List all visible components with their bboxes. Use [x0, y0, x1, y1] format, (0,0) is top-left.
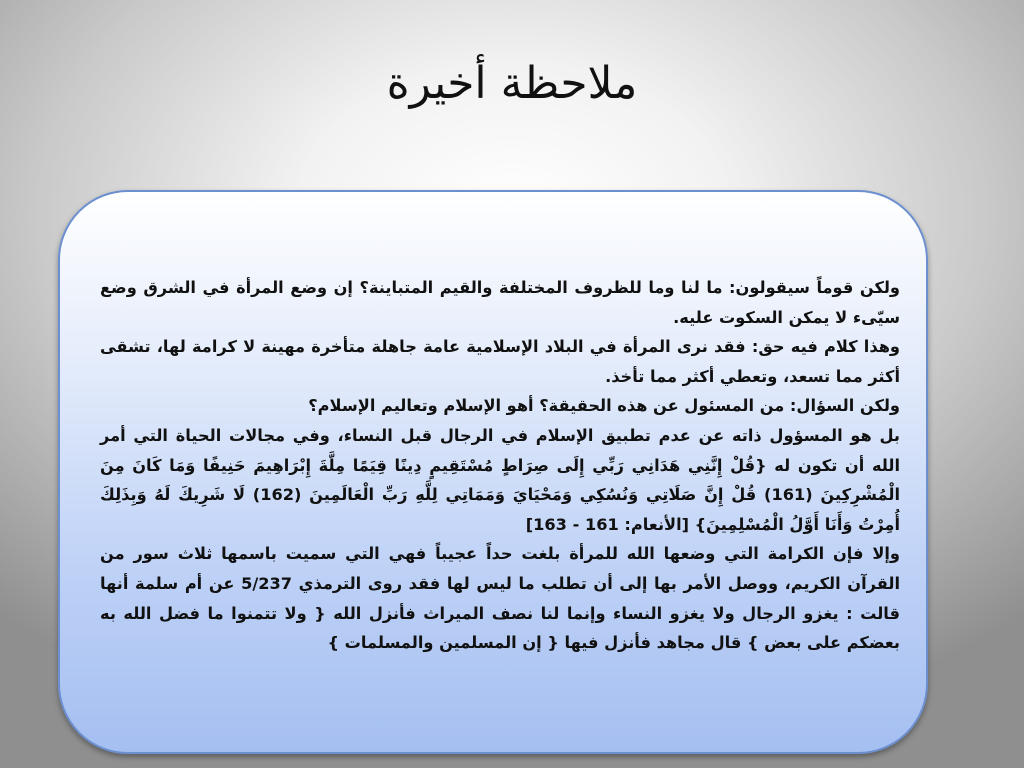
paragraph-5: وإلا فإن الكرامة التي وضعها الله للمرأة بلغت حداً عجيباً فهي التي سميت باسمها ثلاث سور من القرآن الكريم، ووصل الأمر بها إلى أن تطلب ما ليس لها فقد روى الترمذي 5/237 عن أم سلمة أنها قالت : يغزو الرجال ولا يغزو النساء وإنما لنا نصف الميراث فأنزل الله { ولا تتمنوا ما فضل الله به بعضكم على بعض } قال مجاهد فأنزل فيها { إن المسلمين والمسلمات } [100, 544, 900, 653]
paragraph-3: ولكن السؤال: من المسئول عن هذه الحقيقة؟ أهو الإسلام وتعاليم الإسلام؟ [308, 396, 900, 416]
paragraph-1: ولكن قوماً سيقولون: ما لنا وما للظروف المختلفة والقيم المتباينة؟ إن وضع المرأة في الشرق وضع سيّىء لا يمكن السكوت عليه. [100, 278, 900, 327]
slide-title: ملاحظة أخيرة [386, 58, 638, 109]
paragraph-4: بل هو المسؤول ذاته عن عدم تطبيق الإسلام في الرجال قبل النساء، وفي مجالات الحياة التي أمر الله أن تكون له {قُلْ إِنَّنِي هَدَانِي رَبِّي إِلَى صِرَاطٍ مُسْتَقِيمٍ دِينًا قِيَمًا مِلَّةَ إِبْرَاهِيمَ حَنِيفًا وَمَا كَانَ مِنَ الْمُشْرِكِينَ (161) قُلْ إِنَّ صَلَاتِي وَنُسُكِي وَمَحْيَايَ وَمَمَاتِي لِلَّهِ رَبِّ الْعَالَمِينَ (162) لَا شَرِيكَ لَهُ وَبِذَلِكَ أُمِرْتُ وَأَنَا أَوَّلُ الْمُسْلِمِينَ} [الأنعام: 161 - 163] [100, 425, 901, 534]
paragraph-2: وهذا كلام فيه حق: فقد نرى المرأة في البلاد الإسلامية عامة جاهلة متأخرة مهينة لا كرامة لها، تشقى أكثر مما تسعد، وتعطي أكثر مما تأخذ. [100, 337, 900, 386]
slide-body-text [100, 273, 900, 658]
